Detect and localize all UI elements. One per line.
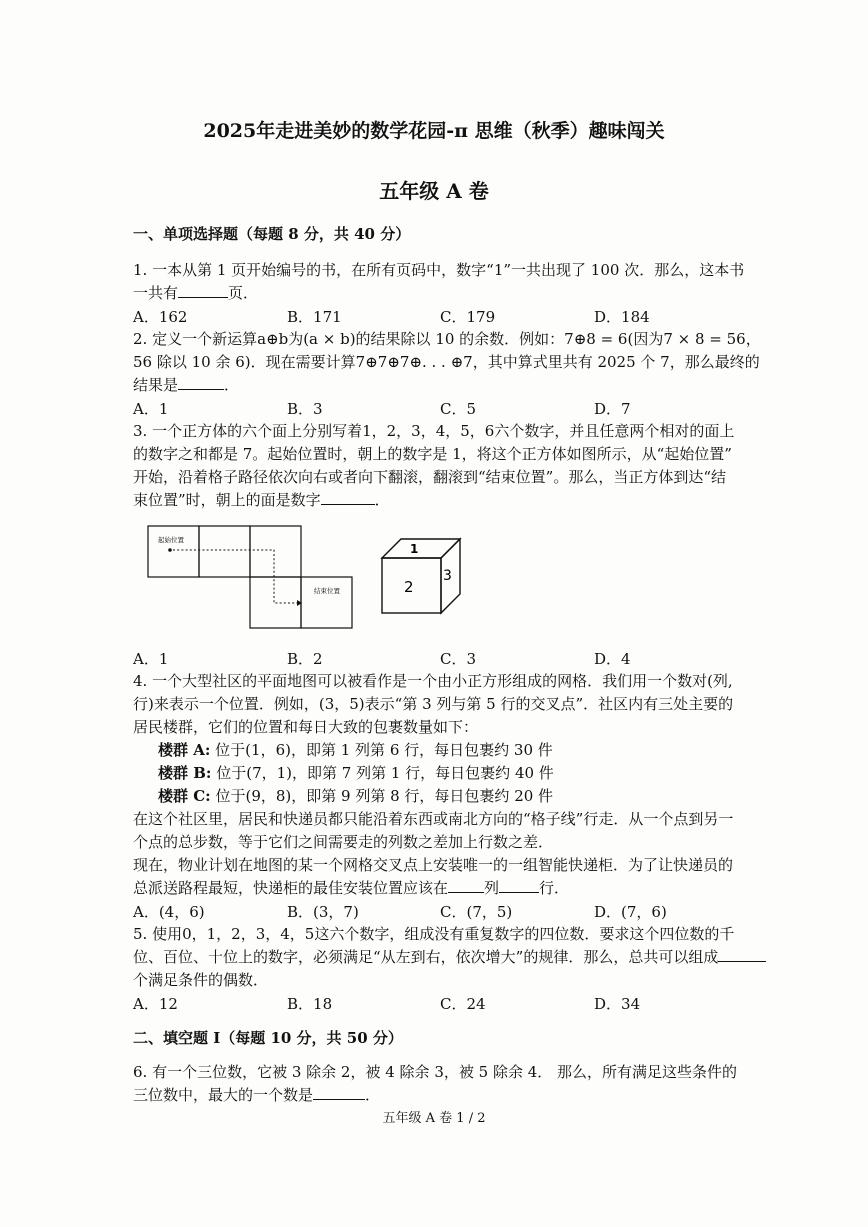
q6-line-2-a: 三位数中，最大的一个数是 — [133, 1086, 314, 1104]
q3-option-c: C．3 — [440, 650, 477, 668]
group-a-text: 位于(1，6)，即第 1 列第 6 行，每日包裹约 30 件 — [210, 741, 553, 759]
q4-line-2: 行)来表示一个位置．例如，(3，5)表示“第 3 列与第 5 行的交叉点”．社区内有三处主要的 — [133, 695, 734, 713]
grid-cell — [301, 577, 352, 628]
q6-line-1: 6. 有一个三位数，它被 3 除余 2，被 4 除余 3，被 5 除余 4． 那么，所有满足这些条件的 — [133, 1063, 738, 1081]
q1-line-2-a: 一共有 — [133, 284, 179, 302]
grid-cell — [199, 526, 250, 577]
grid-end-label: 结束位置 — [314, 587, 340, 595]
q3-line-2: 的数字之和都是 7。起始位置时，朝上的数字是 1，将这个正方体如图所示，从“起始位置” — [133, 445, 732, 463]
q2-option-b: B．3 — [287, 400, 323, 418]
q4-line-7-b: 列 — [484, 879, 500, 897]
section-heading-fill: 二、填空题 I（每题 10 分，共 50 分） — [133, 1029, 403, 1047]
q3-line-4-a: 束位置”时，朝上的面是数字 — [133, 491, 321, 509]
group-b-label: 楼群 B: — [158, 764, 212, 782]
answer-blank — [313, 1085, 365, 1100]
answer-blank — [178, 375, 224, 390]
q4-line-7-a: 总派送路程最短，快递柜的最佳安装位置应该在 — [133, 879, 449, 897]
q2-line-3 — [133, 375, 239, 395]
q5-option-d: D．34 — [594, 995, 641, 1013]
group-b-text: 位于(7，1)，即第 7 列第 1 行，每日包裹约 40 件 — [211, 764, 554, 782]
q4-line-7-c: 行． — [539, 879, 570, 897]
q5-line-2-text: 位、百位、十位上的数字，必须满足“从左到右，依次增大”的规律．那么，总共可以组成 — [133, 948, 719, 966]
answer-blank — [718, 947, 766, 962]
q3-option-a: A．1 — [133, 650, 169, 668]
cube-figure — [380, 536, 464, 616]
q1-line-1: 1. 一本从第 1 页开始编号的书，在所有页码中，数字“1”一共出现了 100 次．那么，这本书 — [133, 261, 745, 279]
q4-option-a: A．(4，6) — [133, 903, 205, 921]
answer-blank — [499, 878, 539, 893]
answer-blank — [448, 878, 484, 893]
q4-option-d: D．(7，6) — [594, 903, 667, 921]
q1-option-b: B．171 — [287, 308, 342, 326]
q5-option-c: C．24 — [440, 995, 486, 1013]
q5-option-a: A．12 — [133, 995, 178, 1013]
q6-line-2 — [133, 1085, 380, 1105]
q5-option-b: B．18 — [287, 995, 333, 1013]
group-c-label: 楼群 C: — [158, 787, 211, 805]
q3-line-1: 3. 一个正方体的六个面上分别写着1，2，3，4，5，6六个数字，并且任意两个相对的面上 — [133, 422, 735, 440]
q2-option-d: D．7 — [594, 400, 631, 418]
q4-line-1: 4. 一个大型社区的平面地图可以被看作是一个由小正方形组成的网格．我们用一个数对(列, — [133, 672, 733, 690]
q2-line-3-b: ． — [224, 376, 240, 394]
group-c-text: 位于(9，8)，即第 9 列第 8 行，每日包裹约 20 件 — [210, 787, 554, 805]
q4-group-c — [158, 786, 553, 806]
q3-option-d: D．4 — [594, 650, 631, 668]
grid-cell — [250, 526, 301, 577]
cube-top-number: 1 — [410, 542, 419, 556]
page-footer: 五年级 A 卷 1 / 2 — [382, 1111, 486, 1126]
group-a-label: 楼群 A: — [158, 741, 211, 759]
q2-option-c: C．5 — [440, 400, 477, 418]
q4-line-7 — [133, 878, 569, 898]
grid-cell — [148, 526, 199, 577]
q2-line-1: 2. 定义一个新运算a⊕b为(a × b)的结果除以 10 的余数．例如：7⊕8 = 6(因为7 × 8 = 56， — [133, 330, 761, 348]
q1-line-2-b: 页． — [228, 284, 259, 302]
q4-line-6: 现在，物业计划在地图的某一个网格交叉点上安装唯一的一组智能快递柜．为了让快递员的 — [133, 856, 734, 874]
answer-blank — [321, 490, 375, 505]
q3-line-4 — [133, 490, 390, 510]
page-title: 2025年走进美妙的数学花园-π 思维（秋季）趣味闯关 — [203, 120, 665, 142]
q5-line-3: 个满足条件的偶数． — [133, 971, 269, 989]
q4-option-c: C．(7，5) — [440, 903, 513, 921]
q5-line-2 — [133, 947, 766, 967]
rolling-path-figure — [146, 524, 358, 630]
cube-top-face — [382, 539, 460, 558]
q3-line-4-b: ． — [374, 491, 390, 509]
page-subtitle: 五年级 A 卷 — [379, 179, 489, 203]
start-dot — [168, 548, 172, 552]
q2-option-a: A．1 — [133, 400, 169, 418]
q4-line-5: 个点的总步数，等于它们之间需要走的列数之差加上行数之差． — [133, 833, 554, 851]
q1-option-a: A．162 — [133, 308, 188, 326]
q3-option-b: B．2 — [287, 650, 323, 668]
q4-line-3: 居民楼群，它们的位置和每日大致的包裹数量如下： — [133, 718, 479, 736]
q4-group-b — [158, 763, 554, 783]
section-heading-choice: 一、单项选择题（每题 8 分，共 40 分） — [133, 225, 411, 243]
q1-line-2 — [133, 283, 258, 303]
cube-side-number: 3 — [443, 568, 452, 584]
q5-line-1: 5. 使用0，1，2，3，4，5这六个数字，组成没有重复数字的四位数．要求这个四位数的千 — [133, 925, 735, 943]
q2-line-2: 56 除以 10 余 6)．现在需要计算7⊕7⊕7⊕. . . ⊕7，其中算式里共有 2025 个 7，那么最终的 — [133, 353, 760, 371]
q1-option-c: C．179 — [440, 308, 496, 326]
answer-blank — [178, 283, 228, 298]
q1-option-d: D．184 — [594, 308, 650, 326]
q4-option-b: B．(3，7) — [287, 903, 359, 921]
cube-front-number: 2 — [404, 578, 414, 596]
q2-line-3-a: 结果是 — [133, 376, 179, 394]
q3-line-3: 开始，沿着格子路径依次向右或者向下翻滚，翻滚到“结束位置”。那么，当正方体到达“结 — [133, 468, 727, 486]
q4-group-a — [158, 740, 553, 760]
q6-line-2-b: ． — [365, 1086, 381, 1104]
q4-line-4: 在这个社区里，居民和快递员都只能沿着东西或南北方向的“格子线”行走．从一个点到另一 — [133, 810, 734, 828]
grid-start-label: 起始位置 — [158, 536, 184, 544]
